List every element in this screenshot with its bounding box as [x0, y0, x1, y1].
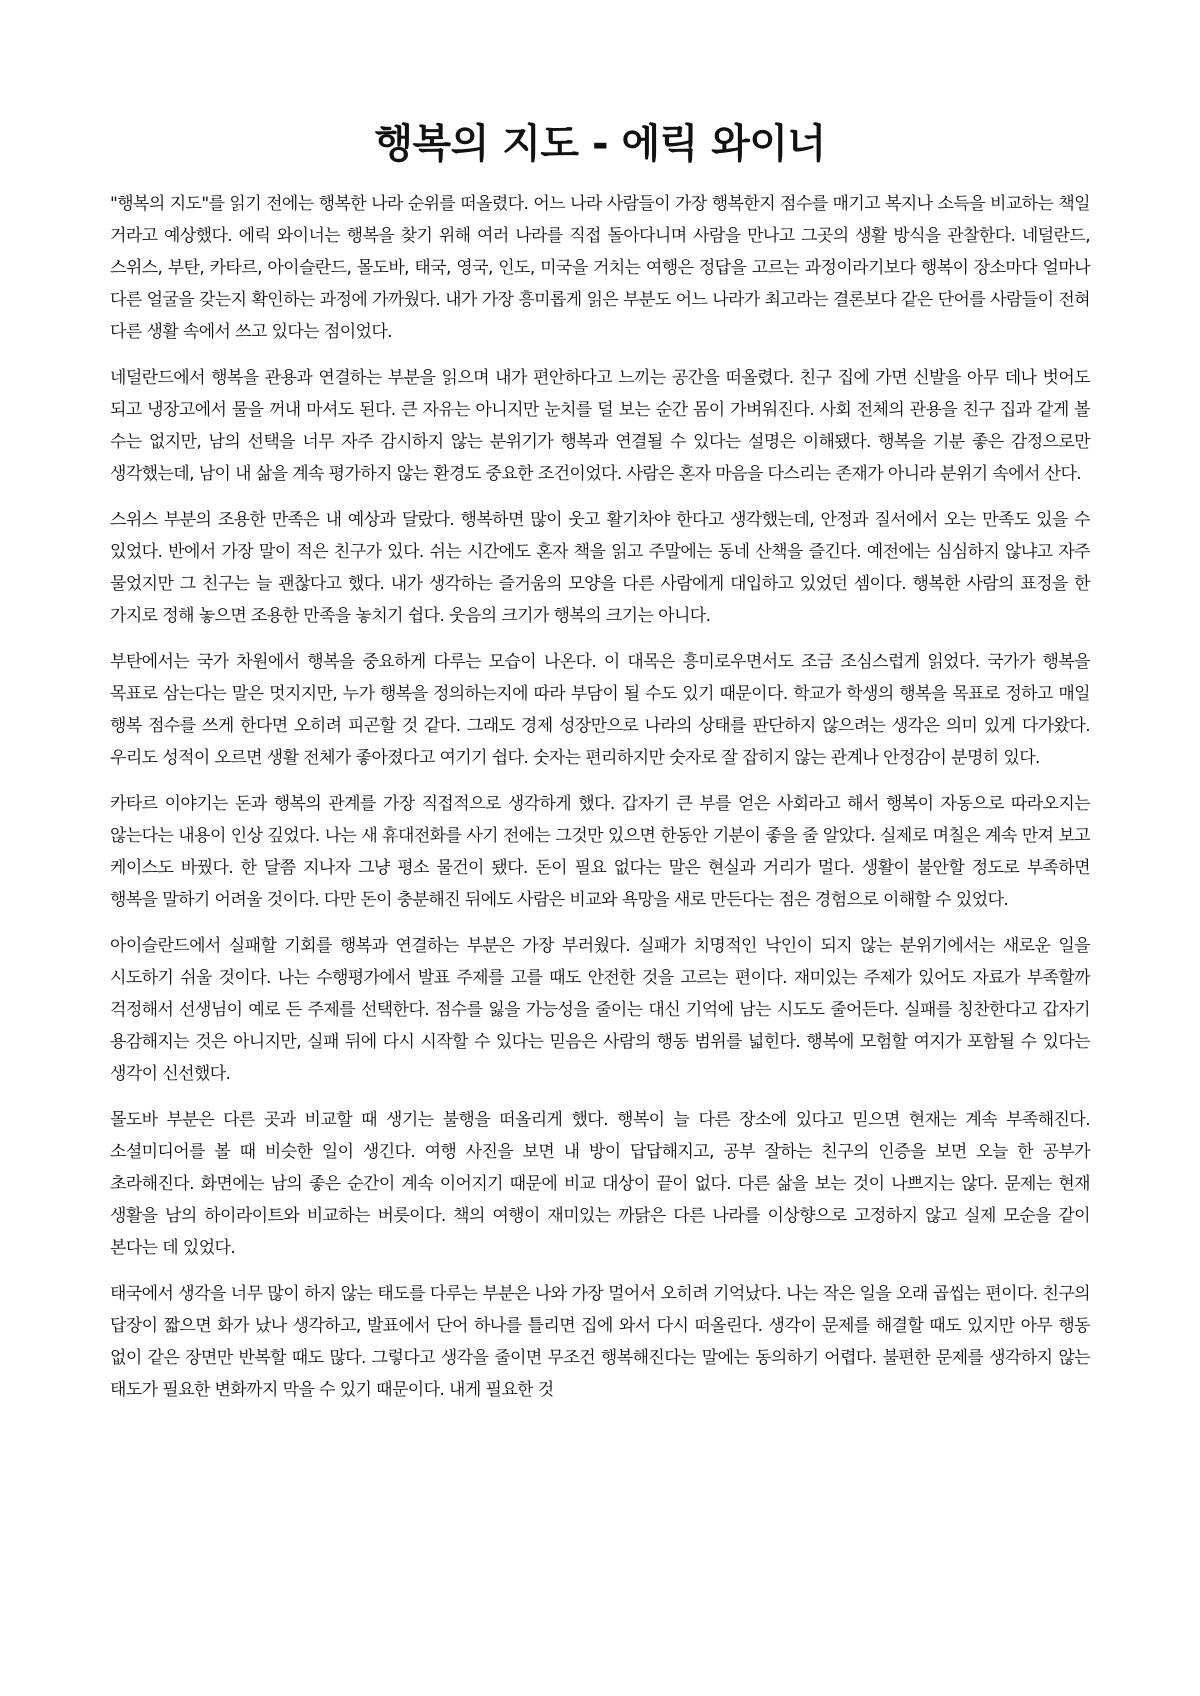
paragraph-netherlands: 네덜란드에서 행복을 관용과 연결하는 부분을 읽으며 내가 편안하다고 느끼는 공간을 떠올렸다. 친구 집에 가면 신발을 아무 데나 벗어도 되고 냉장고에서 물을 꺼내 마셔도 된다. 큰 자유는 아니지만 눈치를 덜 보는 순간 몸이 가벼워진다. 사회 전체의 관용을 친구 집과 같게 볼 수는 없지만, 남의 선택을 너무 자주 감시하지 않는 분위기가 행복과 연결될 수 있다는 설명은 이해됐다. 행복을 기분 좋은 감정으로만 생각했는데, 남이 내 삶을 계속 평가하지 않는 환경도 중요한 조건이었다. 사람은 혼자 마음을 다스리는 존재가 아니라 분위기 속에서 산다. [110, 368, 1090, 484]
document-title: 행복의 지도 - 에릭 와이너 [374, 121, 826, 167]
paragraph-moldova: 몰도바 부분은 다른 곳과 비교할 때 생기는 불행을 떠올리게 했다. 행복이 늘 다른 장소에 있다고 믿으면 현재는 계속 부족해진다. 소셜미디어를 볼 때 비슷한 일이 생긴다. 여행 사진을 보면 내 방이 답답해지고, 공부 잘하는 친구의 인증을 보면 오늘 한 공부가 초라해진다. 화면에는 남의 좋은 순간이 계속 이어지기 때문에 비교 대상이 끝이 없다. 다른 삶을 보는 것이 나쁘지는 않다. 문제는 현재 생활을 남의 하이라이트와 비교하는 버릇이다. 책의 여행이 재미있는 까닭은 다른 나라를 이상향으로 고정하지 않고 실제 모순을 같이 본다는 데 있었다. [110, 1110, 1090, 1258]
paragraph-qatar: 카타르 이야기는 돈과 행복의 관계를 가장 직접적으로 생각하게 했다. 갑자기 큰 부를 얻은 사회라고 해서 행복이 자동으로 따라오지는 않는다는 내용이 인상 깊었다. 나는 새 휴대전화를 사기 전에는 그것만 있으면 한동안 기분이 좋을 줄 알았다. 실제로 며칠은 계속 만져 보고 케이스도 바꿨다. 한 달쯤 지나자 그냥 평소 물건이 됐다. 돈이 필요 없다는 말은 현실과 거리가 멀다. 생활이 불안할 정도로 부족하면 행복을 말하기 어려울 것이다. 다만 돈이 충분해진 뒤에도 사람은 비교와 욕망을 새로 만든다는 점은 경험으로 이해할 수 있었다. [110, 794, 1090, 910]
paragraph-thailand: 태국에서 생각을 너무 많이 하지 않는 태도를 다루는 부분은 나와 가장 멀어서 오히려 기억났다. 나는 작은 일을 오래 곱씹는 편이다. 친구의 답장이 짧으면 화가 났나 생각하고, 발표에서 단어 하나를 틀리면 집에 와서 다시 떠올린다. 생각이 문제를 해결할 때도 있지만 아무 행동 없이 같은 장면만 반복할 때도 많다. 그렇다고 생각을 줄이면 무조건 행복해진다는 말에는 동의하기 어렵다. 불편한 문제를 생각하지 않는 태도가 필요한 변화까지 막을 수 있기 때문이다. 내게 필요한 것 [110, 1284, 1090, 1400]
paragraph-intro: "행복의 지도"를 읽기 전에는 행복한 나라 순위를 떠올렸다. 어느 나라 사람들이 가장 행복한지 점수를 매기고 복지나 소득을 비교하는 책일 거라고 예상했다. 에릭 와이너는 행복을 찾기 위해 여러 나라를 직접 돌아다니며 사람을 만나고 그곳의 생활 방식을 관찰한다. 네덜란드, 스위스, 부탄, 카타르, 아이슬란드, 몰도바, 태국, 영국, 인도, 미국을 거치는 여행은 정답을 고르는 과정이라기보다 행복이 장소마다 얼마나 다른 얼굴을 갖는지 확인하는 과정에 가까웠다. 내가 가장 흥미롭게 읽은 부분도 어느 나라가 최고라는 결론보다 같은 단어를 사람들이 전혀 다른 생활 속에서 쓰고 있다는 점이었다. [110, 194, 1090, 342]
document-body [110, 188, 1090, 1420]
paragraph-iceland: 아이슬란드에서 실패할 기회를 행복과 연결하는 부분은 가장 부러웠다. 실패가 치명적인 낙인이 되지 않는 분위기에서는 새로운 일을 시도하기 쉬울 것이다. 나는 수행평가에서 발표 주제를 고를 때도 안전한 것을 고르는 편이다. 재미있는 주제가 있어도 자료가 부족할까 걱정해서 선생님이 예로 든 주제를 선택한다. 점수를 잃을 가능성을 줄이는 대신 기억에 남는 시도도 줄어든다. 실패를 칭찬한다고 갑자기 용감해지는 것은 아니지만, 실패 뒤에 다시 시작할 수 있다는 믿음은 사람의 행동 범위를 넓힌다. 행복에 모험할 여지가 포함될 수 있다는 생각이 신선했다. [110, 936, 1090, 1084]
paragraph-switzerland: 스위스 부분의 조용한 만족은 내 예상과 달랐다. 행복하면 많이 웃고 활기차야 한다고 생각했는데, 안정과 질서에서 오는 만족도 있을 수 있었다. 반에서 가장 말이 적은 친구가 있다. 쉬는 시간에도 혼자 책을 읽고 주말에는 동네 산책을 즐긴다. 예전에는 심심하지 않냐고 자주 물었지만 그 친구는 늘 괜찮다고 했다. 내가 생각하는 즐거움의 모양을 다른 사람에게 대입하고 있었던 셈이다. 행복한 사람의 표정을 한 가지로 정해 놓으면 조용한 만족을 놓치기 쉽다. 웃음의 크기가 행복의 크기는 아니다. [110, 510, 1090, 626]
paragraph-bhutan: 부탄에서는 국가 차원에서 행복을 중요하게 다루는 모습이 나온다. 이 대목은 흥미로우면서도 조금 조심스럽게 읽었다. 국가가 행복을 목표로 삼는다는 말은 멋지지만, 누가 행복을 정의하는지에 따라 부담이 될 수도 있기 때문이다. 학교가 학생의 행복을 목표로 정하고 매일 행복 점수를 쓰게 한다면 오히려 피곤할 것 같다. 그래도 경제 성장만으로 나라의 상태를 판단하지 않으려는 생각은 의미 있게 다가왔다. 우리도 성적이 오르면 생활 전체가 좋아졌다고 여기기 쉽다. 숫자는 편리하지만 숫자로 잘 잡히지 않는 관계나 안정감이 분명히 있다. [110, 652, 1090, 768]
